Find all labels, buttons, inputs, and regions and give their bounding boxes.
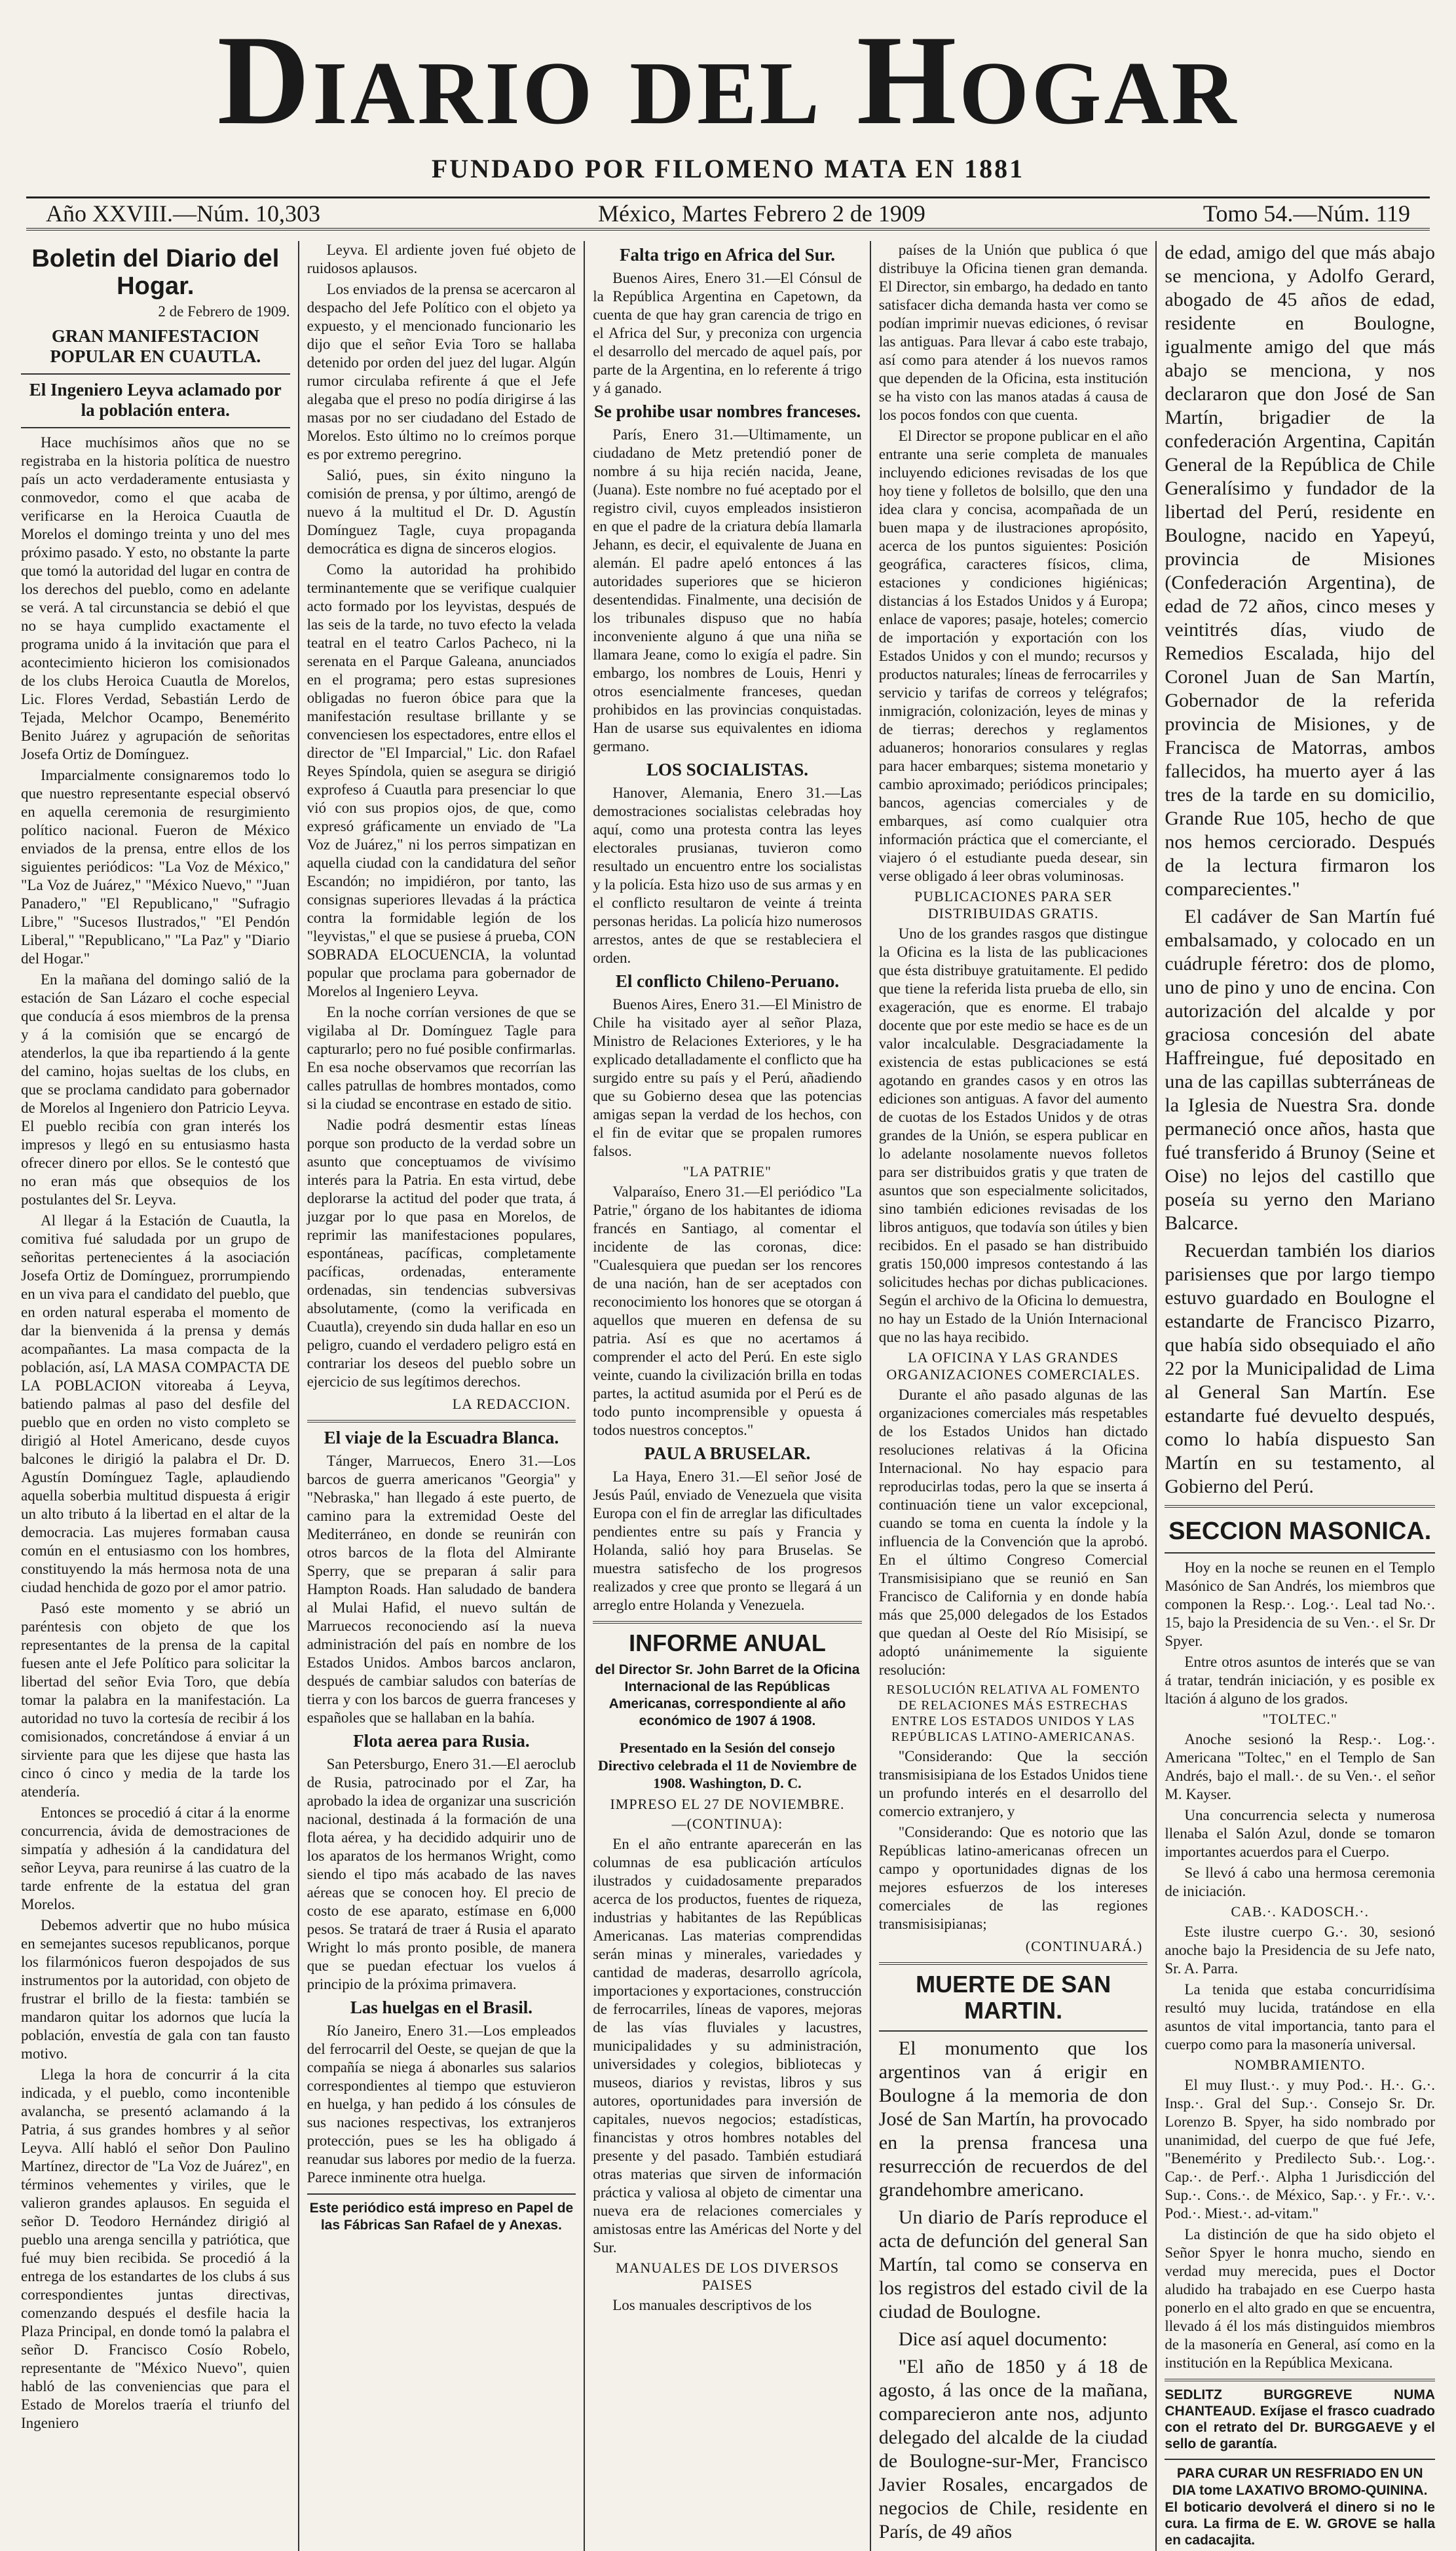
article-headline: GRAN MANIFESTACION POPULAR EN CUAUTLA. xyxy=(50,326,261,366)
paragraph: Al llegar á la Estación de Cuautla, la comitiva fué saludada por un grupo de señoritas pertenecientes á la asociación Josefa Ortiz de Domínguez, prorrumpiendo en un viva para el candidato del pueblo, que en orden natural esperaba el momento de dar la bienvenida á la prensa y demás acompañantes. La masa compacta de la población, así, LA MASA COMPACTA DE LA POBLACION vitoreaba á Leyva, batiendo palmas al paso del desfile del pueblo que en orden no visto completo se dirigió al Hotel Americano, desde cuyos balcones le dirigió la palabra el Dr. D. Agustín Domínguez Tagle, aplaudiendo aquella soberbia multitud dispuesta á erigir un alto tributo á la libertad en el altar de la democracia. Las mujeres formaban causa común en el entusiasmo con los hombres, constituyendo la más hermosa nota de una ciudad henchida de gozo por el amor patrio. xyxy=(21,1212,290,1595)
issue-date: México, Martes Febrero 2 de 1909 xyxy=(597,200,925,227)
section-caption: "LA PATRIE" xyxy=(682,1163,772,1180)
paragraph: El cadáver de San Martín fué embalsamado, y colocado en un cuádruple féretro: dos de plomo, uno de pino y uno de encina. Con autorización del alcalde y por graciosa concesión del abate Haffreingue, fué depositado en una de las capillas subterráneas de la Iglesia de Nuestra Sra. donde permaneció once años, hasta que fué transferido á Brunoy (Seine et Oise) no lejos del castillo que poseía su yerno den Mariano Balcarce. xyxy=(1165,906,1435,1234)
signature: LA REDACCION. xyxy=(452,1396,571,1412)
paragraph: Nadie podrá desmentir estas líneas porque son producto de la verdad sobre un asunto que conceptuamos de vivísimo interés para la Patria. En esta virtud, debe deplorarse la actitud del poder que trata, á juzgar por lo que pasa en Morelos, de reprimir las manifestaciones populares, espontáneas, pacíficas, completamente pacíficas, ordenadas, enteramente ordenadas, sin tendencias subversivas absolutamente, (como la verificada en Cuautla), creyendo sin duda hallar en eso un peligro, cuando el verdadero peligro está en contrariar los deseos del pueblo sobre un ejercicio de sus legítimos derechos. xyxy=(307,1117,576,1390)
divider xyxy=(1165,2379,1435,2381)
paragraph: Debemos advertir que no hubo música en semejantes sucesos republicanos, porque los filarmónicos fueron despojados de sus instrumentos por la autoridad, con objeto de frustrar el brillo de la fiesta: también se mandaron quitar los adornos que lucía la población, envestía de gala con tan fausto motivo. xyxy=(21,1917,290,2062)
divider xyxy=(1165,2459,1435,2460)
paragraph: Una concurrencia selecta y numerosa llenaba el Salón Azul, donde se tomaron importantes acuerdos para el Cuerpo. xyxy=(1165,1807,1435,1860)
paragraph: El Director se propone publicar en el año entrante una serie completa de manuales incluyendo ediciones revisadas de los que hoy tiene y folletos de bolsillo, que den una idea clara y concisa, acompañada de un buen mapa y de ilustraciones apropósito, acerca de los puntos siguientes: Posición geográfica, caracteres físicos, clima, estaciones y condiciones higiénicas; distancias á los Estados Unidos y á Europa; enlace de vapores; pasaje, hoteles; comercio de importación y exportación con los Estados Unidos y con el mundo; recursos y productos naturales; líneas de ferrocarriles y servicio y tarifas de correos y telégrafos; inmigración, colonización, leyes de minas y de tierras; derechos y reglamentos aduaneros; honorarios consulares y reglas para hacer embarques; sistema monetario y cambio aproximado; periódicos principales; bancos, agencias comerciales y de embarques, así como cualquier otra información práctica que el comerciante, el viajero ó el estudiante pueda desear, sin verse obligado á leer obras voluminosas. xyxy=(878,428,1148,884)
report-note: Presentado en la Sesión del consejo Directivo celebrada el 11 de Noviembre de 1908. Washington, D. C. xyxy=(597,1740,857,1791)
article-headline: Se prohibe usar nombres franceses. xyxy=(593,401,861,421)
divider xyxy=(879,2030,1148,2032)
article-headline: MUERTE DE SAN MARTIN. xyxy=(916,1971,1111,2024)
paragraph: Valparaíso, Enero 31.—El periódico "La Patrie," órgano de los habitantes de idioma francés en Santiago, al comentar el incidente de las coronas, dice: "Cualesquiera que puedan ser los rencores de una nación, han de ser aceptados con reconocimiento los honores que se otorgan á aquellos que mueren en defensa de su patria. Así es que no acertamos á comprender el acto del Perú. En este siglo veinte, cuando la civilización brilla en todas partes, la actitud asumida por el Perú es de todo punto incomprensible y opuesta á todos nuestros conceptos." xyxy=(593,1183,862,1438)
column-1 xyxy=(13,241,299,2551)
continued-label: —(CONTINUA): xyxy=(671,1815,783,1832)
section-caption: LA OFICINA Y LAS GRANDES ORGANIZACIONES COMERCIALES. xyxy=(886,1349,1140,1383)
paragraph: "Considerando: Que es notorio que las Repúblicas latino-americanas ofrecen un campo y oportunidades dignas de los mejores esfuerzos de los intereses comerciales de las regiones transmisisipianas; xyxy=(878,1824,1148,1932)
paragraph: de edad, amigo del que más abajo se menciona, y Adolfo Gerard, abogado de 45 años de edad, residente en Boulogne, igualmente amigo del que más abajo se menciona, y nos declararon que don José de San Martín, brigadier de la confederación Argentina, Capitán General de la República de Chile Generalísimo y fundador de la libertad del Perú, residente en Boulogne, nacido en Yapeyú, provincia de Misiones (Confederación Argentina), de edad de 72 años, cinco meses y veintitrés días, viudo de Remedios Escalada, hijo del Coronel Juan de San Martín, Gobernador de la referida provincia de Misiones, y de Francisca de Matorras, ambos fallecidos, ha muerto ayer á las tres de la tarde en su domicilio, Grande Rue 105, hecho de que nos hemos cerciorado. Después de la lectura firmaron los comparecientes." xyxy=(1165,242,1435,900)
paragraph: Se llevó á cabo una hermosa ceremonia de iniciación. xyxy=(1165,1865,1435,1899)
paragraph: La distinción de que ha sido objeto el Señor Spyer le honra mucho, siendo en verdad muy merecida, pues el Doctor aludido ha trabajado en ese Cuerpo hasta ponerlo en el alto grado en que se encuentra, llevado á él los más distinguidos miembros de la masonería en General, así como en la institución en la República Mexicana. xyxy=(1165,2226,1435,2371)
paragraph: países de la Unión que publica ó que distribuye la Oficina tienen gran demanda. El Director, sin embargo, ha dedado en tanto satisfacer dicha demanda hasta ver como se podían imprimir nuevas ediciones, ó revisar las antiguas. Para llevar á cabo este trabajo, así como para atender á los nuevos ramos que dependen de la Oficina, esta institución se ha visto con las manos atadas á causa de los pocos fondos con que cuenta. xyxy=(878,242,1148,423)
paragraph: "Considerando: Que la sección transmisisipiana de los Estados Unidos tiene un profundo interés en el desarrollo del comercio extranjero, y xyxy=(878,1748,1148,1819)
paragraph: "El año de 1850 y á 18 de agosto, á las once de la mañana, comparecieron ante nos, adjunto delegado del alcalde de la ciudad de Boulogne-sur-Mer, Francisco Javier Rosales, encargados de negocios de Chile, residente en París, de 49 años xyxy=(878,2356,1148,2542)
paragraph: Como la autoridad ha prohibido terminantemente que se verifique cualquier acto formado por los leyvistas, después de las seis de la tarde, no tuvo efecto la velada teatral en el teatro Carlos Pacheco, ni la serenata en el Parque Galeana, anunciados en el programa; pero estas supresiones obligadas no fueron óbice para que la manifestación resultase brillante y se convenciesen los espectadores, entre ellos el director de "El Imparcial," Lic. don Rafael Reyes Spíndola, quien se asegura se dirigió exprofeso á Cuautla para presenciar lo que vió con sus propios ojos, de que, como expresó gráficamente un enviado de "La Voz de Juárez," ni los perros simpatizan en aquella ciudad con la candidatura del señor Escandón; no impidiéron, por tanto, las consignas superiores llevadas á la práctica contra la formidable legión de los "leyvistas," el que se pusiese á prueba, CON SOBRADA ELOCUENCIA, la voluntad popular que proclama para gobernador de Morelos al Ingeniero Leyva. xyxy=(307,561,576,999)
paragraph: Hoy en la noche se reunen en el Templo Masónico de San Andrés, los miembros que componen la Resp.·. Log.·. Leal tad No.·. 15, bajo la Presidencia de su Ven.·. el Sr. Dr Spyer. xyxy=(1165,1559,1435,1649)
paragraph: Salió, pues, sin éxito ninguno la comisión de prensa, y por último, arengó de nuevo á la multitud el Dr. D. Agustín Domínguez Tagle, cuya propaganda democrática es digna de sinceros elogios. xyxy=(307,467,576,557)
paragraph: Los manuales descriptivos de los xyxy=(612,2297,812,2313)
paragraph: Hace muchísimos años que no se registraba en la historia política de nuestro país un acto verdaderamente entusiasta y conmovedor, como el que acaba de verificarse en la Heroica Cuautla de Morelos el domingo treinta y uno del mes próximo pasado. Y esto, no obstante la parte que tomó la autoridad del lugar en contra de los derechos del pueblo, como en adelante se verá. A tal circunstancia se debió el que no se haya cumplido exactamente el programa unido á la invitación que para el acontecimiento hicieron los comisionados de los clubs Heroica Cuautla de Morelos, Lic. Flores Verdad, Sebastián Lerdo de Tejada, Melchor Ocampo, Benemérito Benito Juárez y agrupación de señoritas Josefa Ortiz de Domínguez. xyxy=(21,434,290,762)
paragraph: Durante el año pasado algunas de las organizaciones comerciales más respetables de los Estados Unidos han dictado resoluciones relativas á la Oficina Internacional. No hay espacio para reproducirlas todas, pero la que se inserta á continuación tiene un valor excepcional, cuando se toma en cuenta la índole y la influencia de la Convención que la aprobó. En el último Congreso Comercial Transmisisipiano que se reunió en San Francisco de California y en donde había más que 25,000 delegados de los Estados que quedan al Oeste del Río Misisipí, se adoptó unánimemente la siguiente resolución: xyxy=(878,1387,1148,1678)
divider xyxy=(593,1621,862,1624)
column-5 xyxy=(1157,241,1443,2551)
article-body xyxy=(1165,241,1435,1499)
paragraph: Río Janeiro, Enero 31.—Los empleados del ferrocarril del Oeste, se quejan de que la compañía se niega á abonarles sus salarios correspondientes al tiempo que estuvieron en huelga, y han pedido á los cónsules de sus naciones respectivas, los extranjeros protección, pues se les ha obligado á reanudar sus labores por medio de la fuerza. Parece inminente otra huelga. xyxy=(307,2022,576,2186)
advertisement: El boticario devolverá el dinero si no le cura. La firma de E. W. GROVE se halla en cadacajita. xyxy=(1165,2500,1435,2548)
issue-number: Año XXVIII.—Núm. 10,303 xyxy=(46,200,320,227)
paragraph: La Haya, Enero 31.—El señor José de Jesús Paúl, enviado de Venezuela que visita Europa con el fin de arreglar las dificultades pendientes entre su país y Francia y Holanda, salió hoy para Bruselas. Se muestra satisfecho de los progresos realizados y cree que pronto se llegará á un arreglo entre Holanda y Venezuela. xyxy=(593,1468,862,1613)
paragraph: Imparcialmente consignaremos todo lo que nuestro representante especial observó en aquella ceremonia de resurgimiento político nacional. Fueron de México enviados de la prensa, entre ellos de los siguientes periódicos: "La Voz de México," "La Voz de Juárez," "México Nuevo," "Juan Panadero," "El Republicano," "Sufragio Libre," "Sucesos Ilustrados," "El Pendón Liberal," "Republicano," "La Paz" y "Diario del Hogar." xyxy=(21,767,290,967)
divider xyxy=(21,427,290,428)
paragraph: Anoche sesionó la Resp.·. Log.·. Americana "Toltec," en el Templo de San Andrés, bajo el mall.·. de su Ven.·. el señor M. Kayser. xyxy=(1165,1731,1435,1802)
paragraph: Hanover, Alemania, Enero 31.—Las demostraciones socialistas celebradas hoy aquí, como una protesta contra las leyes electorales prusianas, tuvieron como resultado un encuentro entre los socialistas y la policía. Esta hizo uso de sus armas y en el conflicto resultaron de veinte á treinta personas heridas. La policía hizo numerosos arrestos, antes de que se restableciera el orden. xyxy=(593,785,862,966)
printed-date: IMPRESO EL 27 DE NOVIEMBRE. xyxy=(610,1796,845,1812)
section-caption: CAB.·. KADOSCH.·. xyxy=(1231,1903,1370,1920)
article-headline: LOS SOCIALISTAS. xyxy=(646,760,809,779)
masthead xyxy=(26,0,1430,184)
volume-number: Tomo 54.—Núm. 119 xyxy=(1203,200,1410,227)
paragraph: Uno de los grandes rasgos que distingue la Oficina es la lista de las publicaciones que ésta distribuye gratuitamente. El pedido que tiene la referida lista prueba de ello, sin exageración, que es enorme. El trabajo docente que por este medio se hace es de un valor incalculable. Desgraciadamente la existencia de estas publicaciones se está agotando en grandes casos y en otros las ediciones son antiguas. A favor del aumento de cuotas de los Estados Unidos y de otras grandes de la Unión, se espera publicar en lo adelante nosolamente nuevos folletos para ser distribuidos gratis y que traten de asuntos que son especialmente solicitados, sino también ediciones revisadas de los libros antiguos, que todavía son útiles y bien recibidos. En el pasado se han distribuido gratis 150,000 impresos contestando á las solicitudes hechas por dichas publicaciones. Según el archivo de la Oficina lo demuestra, no hay un Estado de la Unión Internacional que no las haya recibido. xyxy=(878,925,1148,1345)
boletin-date: 2 de Febrero de 1909. xyxy=(158,303,290,320)
paragraph: Entonces se procedió á citar á la enorme concurrencia, ávida de demostraciones de simpatía y adhesión á la candidatura del señor Leyva, para reunirse á las cuatro de la tarde enfrente de la estatua del gran Morelos. xyxy=(21,1804,290,1912)
printer-note: Este periódico está impreso en Papel de las Fábricas San Rafael de y Anexas. xyxy=(309,2201,574,2233)
paragraph: Entre otros asuntos de interés que se van á tratar, tendrán iniciación, y es posible ex ltación á alguno de los grados. xyxy=(1165,1654,1435,1707)
paragraph: Un diario de París reproduce el acta de defunción del general San Martín, tal como se conserva en los registros del estado civil de la ciudad de Boulogne. xyxy=(878,2207,1148,2322)
article-headline: El conflicto Chileno-Peruano. xyxy=(615,971,840,991)
paragraph: Buenos Aires, Enero 31.—El Ministro de Chile ha visitado ayer al señor Plaza, Ministro de Relaciones Exteriores, y le ha explicado detalladamente el conflicto que ha surgido entre su país y el Perú, añadiendo que su Gobierno desea que las potencias amigas sepan la verdad de los hechos, con el fin de evitar que se propalen rumores falsos. xyxy=(593,996,862,1159)
article-headline: El viaje de la Escuadra Blanca. xyxy=(324,1428,559,1447)
paragraph: Dice así aquel documento: xyxy=(898,2328,1108,2350)
report-title: INFORME ANUAL xyxy=(629,1629,826,1656)
newspaper-title: Diario del Hogar xyxy=(217,9,1239,151)
newspaper-subtitle: FUNDADO POR FILOMENO MATA EN 1881 xyxy=(431,154,1025,183)
paragraph: Buenos Aires, Enero 31.—El Cónsul de la República Argentina en Capetown, da cuenta de que hay gran carencia de trigo en el Africa del Sur, y preconiza con urgencia el desarrollo del mercado de aquel país, por parte de la Argentina, en lo referente á trigo y á ganado. xyxy=(593,270,862,396)
divider xyxy=(1165,1552,1435,1554)
paragraph: París, Enero 31.—Ultimamente, un ciudadano de Metz pretendió poner de nombre á su hija recién nacida, Jeane, (Juana). Este nombre no fué aceptado por el registro civil, cuyos empleados insistieron en que el padre de la criatura debía llamarla Jehann, es decir, el equivalente de Juana en alemán. El padre apeló entonces á las autoridades superiores que se hicieron desentendidas. Finalmente, una decisión de los tribunales dispuso que no había inconveniente alguno á que una niña se llamara Jeane, como lo exigía el padre. Sin embargo, los nombres de Louis, Henri y otros esencialmente franceses, quedan prohibidos en las provincias conquistadas. Han de usarse sus equivalentes en idioma germano. xyxy=(593,426,862,754)
section-caption: MANUALES DE LOS DIVERSOS PAISES xyxy=(615,2260,840,2293)
paragraph: El muy Ilust.·. y muy Pod.·. H.·. G.·. Insp.·. Gral del Sup.·. Consejo Sr. Dr. Lorenzo B. Spyer, ha sido nombrado por unanimidad, del cuerpo de que fué Jefe, "Benemérito y Predilecto Sub.·. Log.·. Cap.·. de Perf.·. Alpha 1 Jurisdicción del Sup.·. Cons.·. de México, Sap.·. y Fr.·. v.·. Pod.·. Miest.·. ad-vitam." xyxy=(1165,2077,1435,2222)
column-2 xyxy=(299,241,586,2551)
boletin-title: Boletin del Diario del Hogar. xyxy=(31,245,280,300)
section-caption: NOMBRAMIENTO. xyxy=(1234,2057,1366,2073)
divider xyxy=(21,373,290,375)
article-body xyxy=(879,2037,1148,2544)
article-headline: Las huelgas en el Brasil. xyxy=(350,1998,533,2017)
columns-grid xyxy=(13,241,1443,2548)
column-4 xyxy=(871,241,1157,2551)
article-headline: Falta trigo en Africa del Sur. xyxy=(620,245,835,265)
resolution-title: RESOLUCIÓN RELATIVA AL FOMENTO DE RELACIONES MÁS ESTRECHAS ENTRE LOS ESTADOS UNIDOS Y LAS REPÚBLICAS LATINO-AMERICANAS. xyxy=(886,1683,1140,1744)
article-subheadline: El Ingeniero Leyva aclamado por la población entera. xyxy=(29,380,282,420)
paragraph: Este ilustre cuerpo G.·. 30, sesionó anoche bajo la Presidencia de su Jefe nato, Sr. A. Parra. xyxy=(1165,1924,1435,1977)
divider xyxy=(307,2193,576,2195)
paragraph: Tánger, Marruecos, Enero 31.—Los barcos de guerra americanos "Georgia" y "Nebraska," han llegado á este puerto, de camino para la extremidad Oeste del Mediterráneo, en donde se reunirán con otros barcos de la flota del Almirante Sperry, que se preparan á salir para Hampton Roads. Han saludado de bandera al Mulai Hafid, el nuevo sultán de Marruecos reconociendo así la nueva administración del país en nombre de los Estados Unidos. Ambos barcos anclaron, después de cambiar saludos con baterías de tierra y con los barcos de guerra franceses y españoles que se hallaban en la bahía. xyxy=(307,1453,576,1726)
paragraph: Recuerdan también los diarios parisienses que por largo tiempo estuvo guardado en Boulogne el estandarte de Francisco Pizarro, que había sido obsequiado el año 22 por la Municipalidad de Lima al General San Martín. Ese estandarte fué devuelto después, como lo había dispuesto San Martín en su testamento, al Gobierno del Perú. xyxy=(1165,1240,1435,1497)
advertisement-title: PARA CURAR UN RESFRIADO EN UN DIA tome LAXATIVO BROMO-QUININA. xyxy=(1172,2466,1428,2498)
divider xyxy=(1165,1505,1435,1508)
paragraph: Leyva. El ardiente joven fué objeto de ruidosos aplausos. xyxy=(307,242,576,276)
paragraph: En el año entrante aparecerán en las columnas de esa publicación artículos ilustrados y cuidadosamente preparados acerca de los productos, fuentes de riqueza, industrias y habitantes de las Repúblicas Americanas. Las materias comprendidas serán minas y minerales, variedades y cantidad de maderas, desarrollo agrícola, importaciones y exportaciones, construcción de ferrocarriles, líneas de vapores, mejoras de las vías fluviales y lacustres, municipalidades y su administración, universidades y colegios, bibliotecas y museos, diarios y revistas, libros y sus autores, oportunidades para inversión de capitales, nuevos negocios; estadísticas, financistas y otros hombres notables del presente y del pasado. También estudiará otras materias que sirven de información práctica y valiosa al objeto de cimentar una nueva era de relaciones comerciales y amistosas entre las Américas del Norte y del Sur. xyxy=(593,1836,862,2256)
dateline-bar xyxy=(26,196,1430,231)
paragraph: Llega la hora de concurrir á la cita indicada, y el pueblo, como incontenible avalancha, se presentó aclamando á la Patria, á sus grandes hombres y al señor Leyva. Allí habló el señor Don Paulino Martínez, director de "La Voz de Juárez", en términos vehementes y viriles, que le valieron grandes aplausos. En seguida el señor D. Teodoro Hernández dirigió al pueblo una arenga sencilla y patriótica, que fué muy bien recibida. Se procedió á la entrega de los estandartes de los clubs á sus correspondientes juntas directivas, comenzando después el desfile hacia la Plaza Principal, en donde tomó la palabra el señor D. Francisco Cosío Robelo, representante de "México Nuevo", quien habló de las conveniencias que para el Estado de Morelos traería el triunfo del Ingeniero xyxy=(21,2066,290,2431)
report-subtitle: del Director Sr. John Barret de la Oficina Internacional de las Repúblicas Americanas, correspondiente al año económico de 1907 á 1908. xyxy=(595,1662,860,1728)
paragraph: Los enviados de la prensa se acercaron al despacho del Jefe Político con el objeto ya expuesto, y el mencionado funcionario les dijo que el señor Evia Toro se hallaba detenido por orden del juez del lugar. Algún rumor circulaba refirente á que el Jefe alegaba que el preso no podía dirigirse á las masas por no ser ciudadano del Estado de Morelos. Esto último no lo creímos porque es por extremo peregrino. xyxy=(307,281,576,462)
section-title: SECCION MASONICA. xyxy=(1168,1518,1432,1545)
paragraph: En la noche corrían versiones de que se vigilaba al Dr. Domínguez Tagle para capturarlo; pero no fué posible confirmarlas. En esa noche observamos que recorrían las calles patrullas de hombres montados, como si la ciudad se encontrase en estado de sitio. xyxy=(307,1004,576,1112)
paragraph: En la mañana del domingo salió de la estación de San Lázaro el coche especial que conducía á esos miembros de la prensa y á la comisión que se encargó de atenderlos, la que iba repartiendo á la gente del camino, hojas sueltas de los clubs, en que se proclama candidato para gobernador de Morelos al Ingeniero don Patricio Leyva. El pueblo recibía con gran interés los impresos y llegó en su entusiasmo hasta ofrecer dinero por ellos. Se le contestó que no eran más que obsequios de los postulantes del Sr. Leyva. xyxy=(21,971,290,1208)
divider xyxy=(879,1962,1148,1965)
paragraph: Pasó este momento y se abrió un paréntesis con objeto de que los representantes de la prensa de la capital fuesen ante el Jefe Político para solicitar la libertad del señor Evia Toro, que debía tomar la palabra en la manifestación. La autoridad no tuvo la cortesía de recibir á los comisionados, concretándose á enviar á un sirviente para que les dijese que hasta las cinco ó cinco y media de la tarde los atendería. xyxy=(21,1600,290,1800)
paragraph: La tenida que estaba concurridísima resultó muy lucida, tratándose en ella asuntos de vital importancia, tanto para el cuerpo como para la masonería universal. xyxy=(1165,1981,1435,2053)
article-headline: PAUL A BRUSELAR. xyxy=(644,1443,811,1463)
advertisement: SEDLITZ BURGGREVE NUMA CHANTEAUD. Exíjase el frasco cuadrado con el retrato del Dr. BURGGAEVE y el sello de garantía. xyxy=(1165,2387,1435,2451)
continued-label: (CONTINUARÁ.) xyxy=(1025,1938,1143,1954)
paragraph: El monumento que los argentinos van á erigir en Boulogne á la memoria de don José de San Martín, ha provocado en la prensa francesa una resurrección de recuerdos de del grandehombre americano. xyxy=(878,2038,1148,2201)
section-caption: PUBLICACIONES PARA SER DISTRIBUIDAS GRATIS. xyxy=(914,888,1113,922)
divider xyxy=(307,1420,576,1423)
article-headline: Flota aerea para Rusia. xyxy=(353,1731,530,1751)
paragraph: San Petersburgo, Enero 31.—El aeroclub de Rusia, patrocinado por el Zar, ha aprobado la idea de organizar una suscrición nacional, destinada á la formación de una flota aérea, y ha decidido adquirir uno de los aparatos de los hermanos Wright, como siendo el tipo más acabado de las naves aéreas que se conocen hoy. El precio de costo de ese aparato, estímase en 6,000 pesos. Se tratará de traer á Rusia el aparato Wright lo más pronto posible, de manera que se puedan efectuar los vuelos á principio de la próxima primavera. xyxy=(307,1756,576,1992)
section-caption: "TOLTEC." xyxy=(1262,1711,1337,1727)
column-3 xyxy=(585,241,871,2551)
